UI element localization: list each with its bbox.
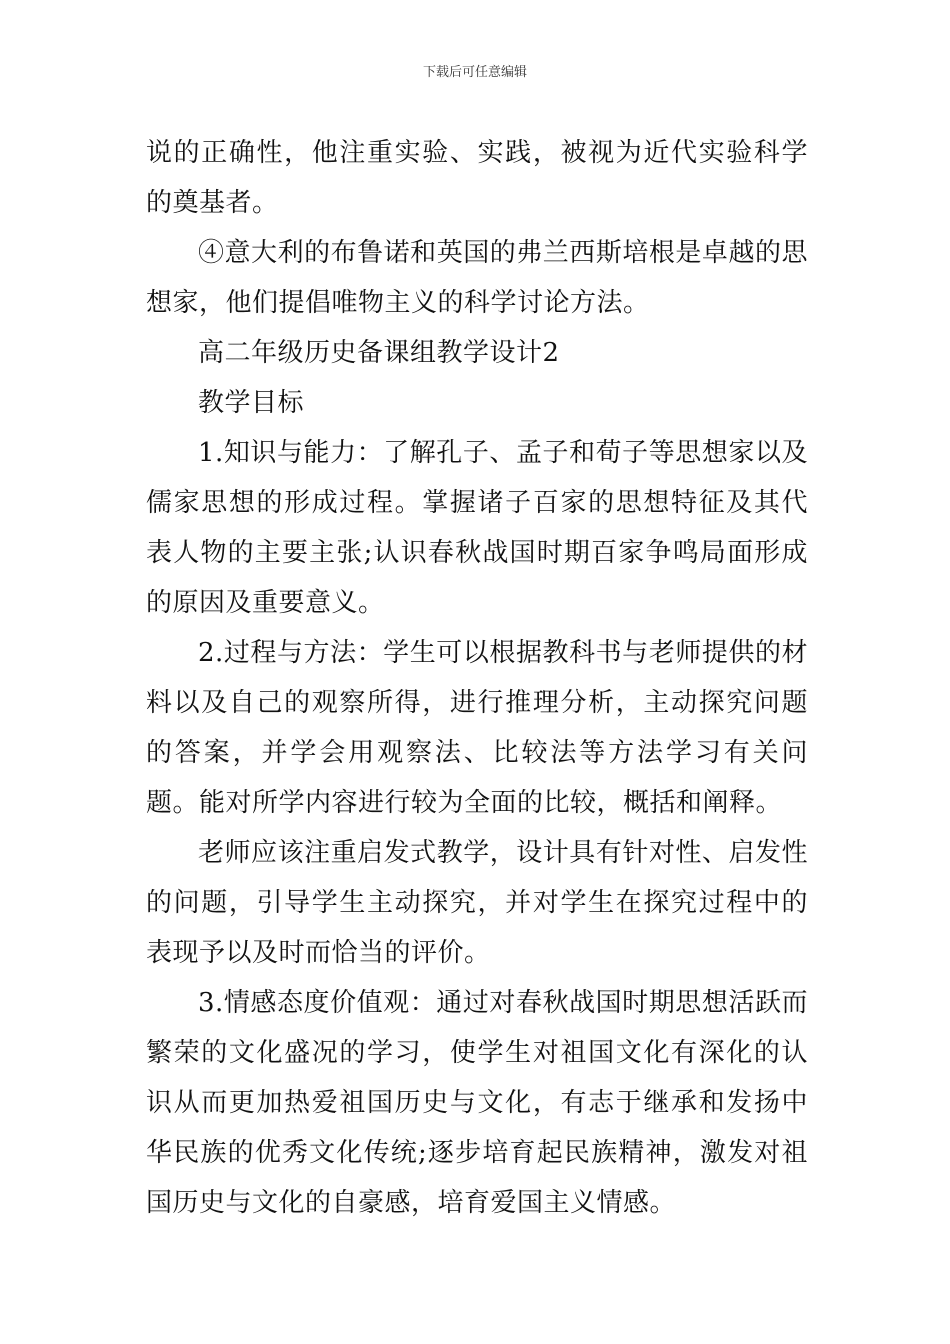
section-title: 高二年级历史备课组教学设计2 bbox=[198, 338, 560, 368]
section-subtitle-objectives: 教学目标 bbox=[198, 388, 305, 418]
objective-process: 2.过程与方法：学生可以根据教科书与老师提供的材料以及自己的观察所得，进行推理分析，主动探究问题的答案，并学会用观察法、比较法等方法学习有关问题。能对所学内容进行较为全面的比较，概括和阐释。 bbox=[146, 638, 808, 818]
objective-values: 3.情感态度价值观：通过对春秋战国时期思想活跃而繁荣的文化盛况的学习，使学生对祖国文化有深化的认识从而更加热爱祖国历史与文化，有志于继承和发扬中华民族的优秀文化传统;逐步培育起民族精神，激发对祖国历史与文化的自豪感，培育爱国主义情感。 bbox=[146, 988, 808, 1218]
paragraph-continuation: 说的正确性，他注重实验、实践，被视为近代实验科学的奠基者。 bbox=[146, 138, 808, 218]
paragraph-teacher-guidance: 老师应该注重启发式教学，设计具有针对性、启发性的问题，引导学生主动探究，并对学生在探究过程中的表现予以及时而恰当的评价。 bbox=[146, 838, 808, 968]
paragraph-thinkers: ④意大利的布鲁诺和英国的弗兰西斯培根是卓越的思想家，他们提倡唯物主义的科学讨论方法。 bbox=[146, 238, 808, 318]
objective-knowledge: 1.知识与能力：了解孔子、孟子和荀子等思想家以及儒家思想的形成过程。掌握诸子百家的思想特征及其代表人物的主要主张;认识春秋战国时期百家争鸣局面形成的原因及重要意义。 bbox=[146, 438, 808, 618]
document-body bbox=[146, 128, 808, 1228]
page-header: 下载后可任意编辑 bbox=[422, 65, 527, 80]
